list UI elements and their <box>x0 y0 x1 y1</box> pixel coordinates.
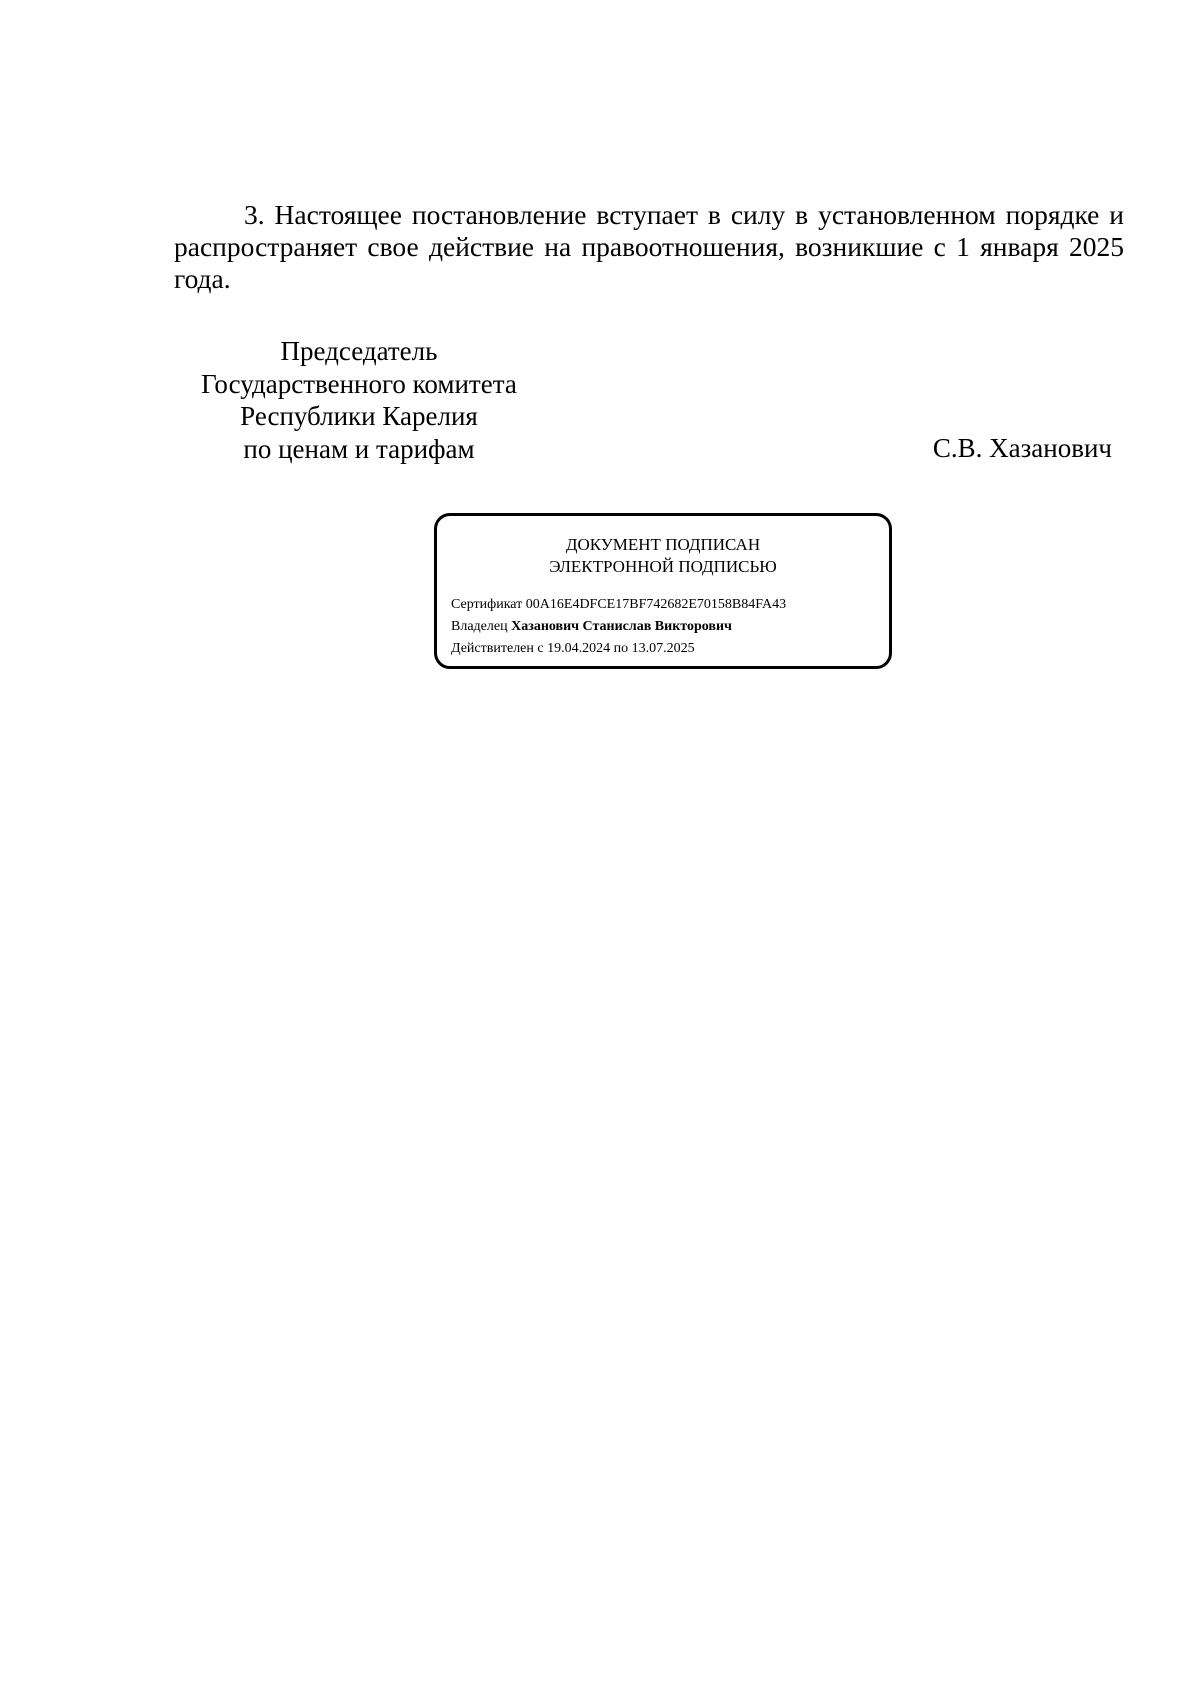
owner-label: Владелец <box>451 619 508 634</box>
position-line-2: Государственного комитета <box>201 368 517 399</box>
stamp-validity-row <box>451 638 786 660</box>
signatory-position <box>174 335 544 465</box>
stamp-title-line-1: ДОКУМЕНТ ПОДПИСАН <box>565 535 761 554</box>
position-line-4: по ценам и тарифам <box>243 433 475 464</box>
valid-from-date: 19.04.2024 <box>547 641 611 656</box>
electronic-signature-stamp <box>434 513 892 669</box>
stamp-certificate-row <box>451 594 786 616</box>
stamp-details <box>451 594 786 660</box>
position-line-3: Республики Карелия <box>240 401 478 431</box>
owner-value: Хазанович Станислав Викторович <box>511 619 732 634</box>
certificate-label: Сертификат <box>451 597 523 612</box>
valid-label: Действителен <box>451 641 534 656</box>
position-line-1: Председатель <box>280 336 438 366</box>
paragraph-3: 3. Настоящее постановление вступает в силу в установленном порядке и распространяет свое действие на правоотношения, возникшие с 1 января 2025 года. <box>174 198 1124 294</box>
certificate-value: 00A16E4DFCE17BF742682E70158B84FA43 <box>525 597 787 612</box>
valid-to-prefix: по <box>613 641 629 656</box>
signer-name: С.В. Хазанович <box>932 433 1112 463</box>
stamp-title-line-2: ЭЛЕКТРОННОЙ ПОДПИСЬЮ <box>549 557 777 576</box>
valid-from-prefix: с <box>537 641 544 656</box>
stamp-owner-row <box>451 616 786 638</box>
valid-to-date: 13.07.2025 <box>631 641 695 656</box>
stamp-title <box>437 534 889 578</box>
